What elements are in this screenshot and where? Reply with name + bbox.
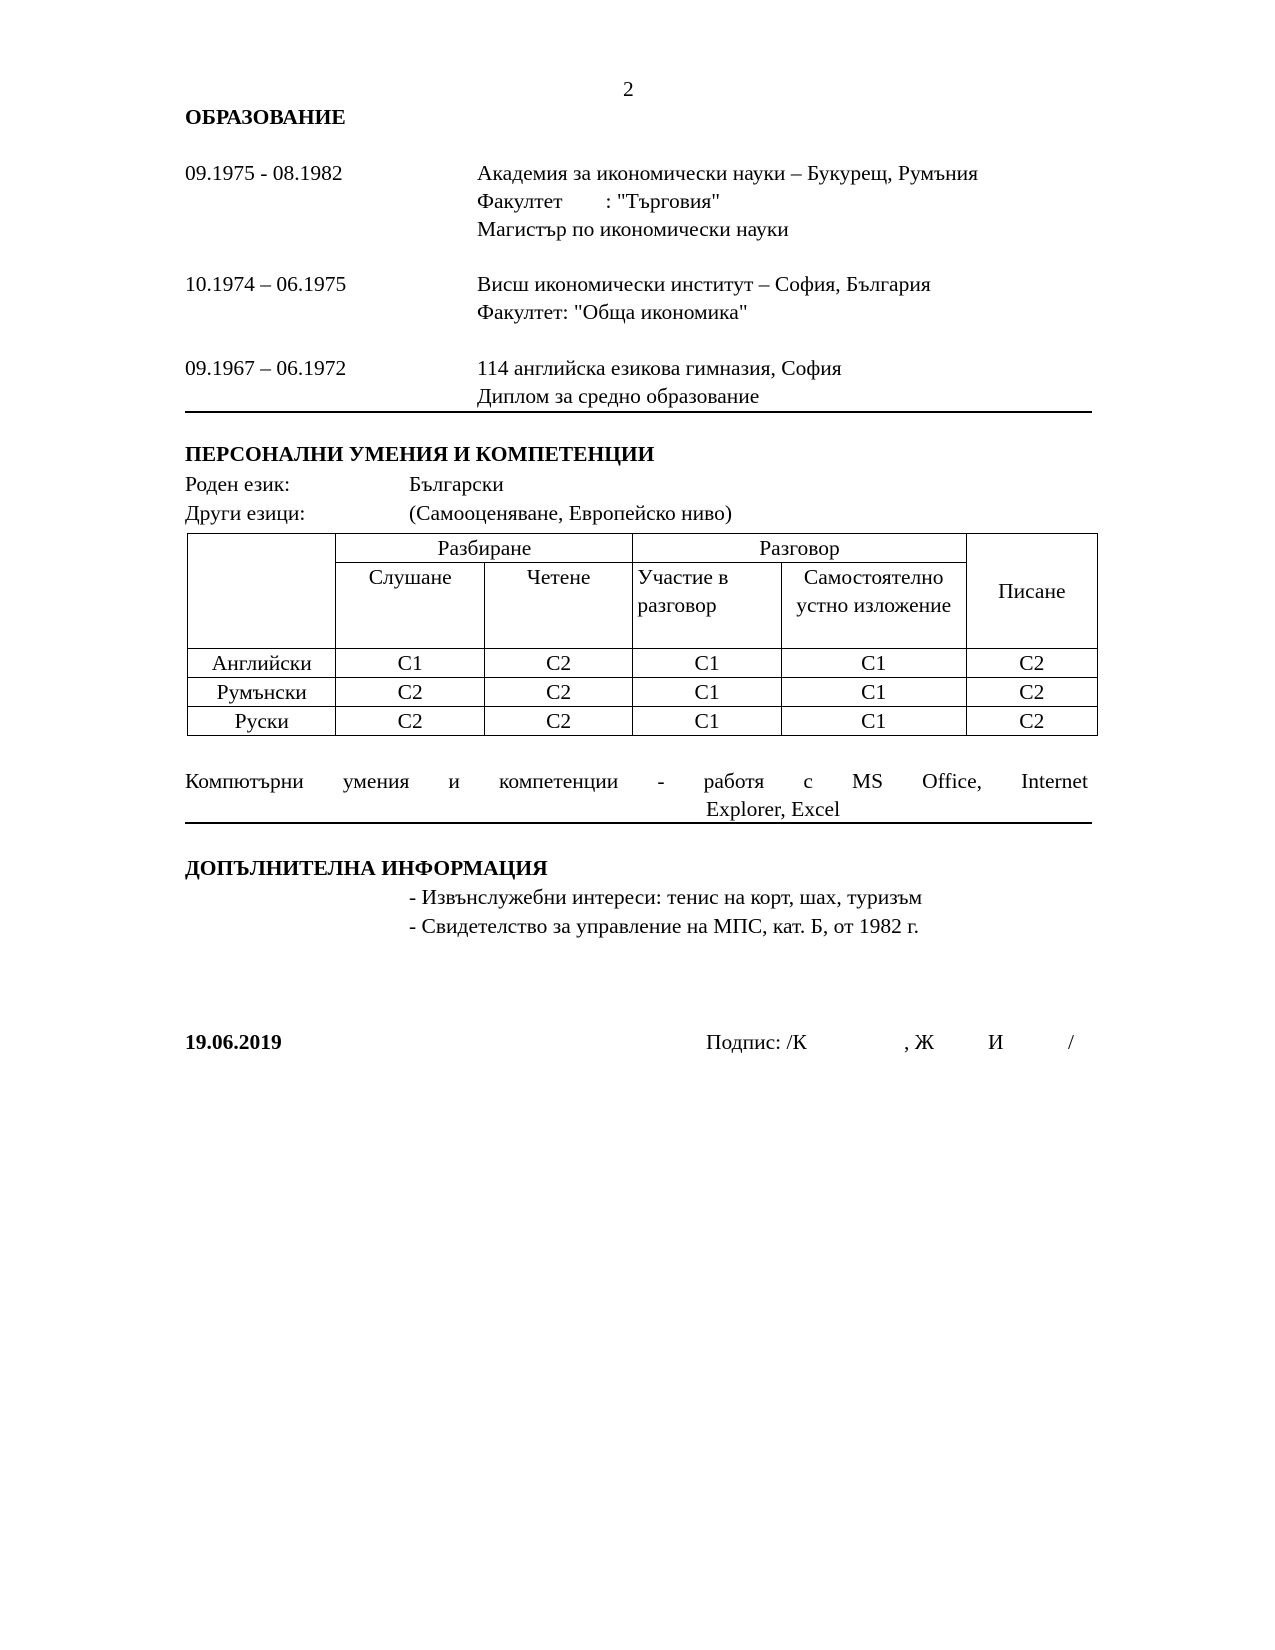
education-entry-3 — [477, 355, 842, 411]
additional-item-interests: - Извънслужебни интереси: тенис на корт, шах, туризъм — [409, 885, 923, 909]
header-reading: Четене — [484, 563, 632, 649]
level-cell: C2 — [484, 707, 632, 736]
computer-skills-word: Office, — [922, 769, 983, 793]
skills-heading: ПЕРСОНАЛНИ УМЕНИЯ И КОМПЕТЕНЦИИ — [185, 442, 655, 466]
signature-label: Подпис: /К — [706, 1030, 807, 1054]
other-languages-label: Други езици: — [185, 501, 306, 525]
signature-initial-3: И — [988, 1030, 1004, 1054]
level-cell: C1 — [633, 649, 781, 678]
language-skills-table — [187, 533, 1098, 736]
education-entry-line: Академия за икономически науки – Букурещ, Румъния — [477, 161, 979, 185]
education-heading: ОБРАЗОВАНИЕ — [185, 105, 346, 129]
level-cell: C2 — [484, 649, 632, 678]
header-speaking: Разговор — [633, 534, 966, 563]
education-period-2: 10.1974 – 06.1975 — [185, 272, 347, 296]
level-cell: C1 — [781, 649, 966, 678]
level-cell: C1 — [633, 707, 781, 736]
education-entry-line: Диплом за средно образование — [477, 384, 760, 408]
table-row — [188, 649, 1098, 678]
computer-skills-word: работя — [703, 769, 765, 793]
education-entry-2 — [477, 271, 931, 327]
computer-skills-word: и — [448, 769, 460, 793]
header-listening: Слушане — [336, 563, 484, 649]
header-production: Самостоятелно устно изложение — [781, 563, 966, 649]
level-cell: C1 — [781, 707, 966, 736]
education-period-3: 09.1967 – 06.1972 — [185, 356, 347, 380]
computer-skills-word: - — [657, 769, 665, 793]
language-name: Английски — [188, 649, 336, 678]
table-corner-cell — [188, 534, 336, 649]
computer-skills-word: умения — [342, 769, 410, 793]
other-languages-note: (Самооценяване, Европейско ниво) — [409, 501, 733, 525]
computer-skills-word: Internet — [1021, 769, 1088, 793]
document-date: 19.06.2019 — [185, 1030, 282, 1054]
table-row — [188, 678, 1098, 707]
computer-skills-line-1 — [185, 768, 1088, 795]
signature-end: / — [1068, 1030, 1074, 1054]
page-number: 2 — [623, 77, 634, 101]
computer-skills — [185, 768, 1088, 795]
native-language-label: Роден език: — [185, 472, 291, 496]
education-entry-line: Висш икономически институт – София, България — [477, 272, 931, 296]
language-name: Руски — [188, 707, 336, 736]
header-writing: Писане — [966, 534, 1097, 649]
level-cell: C1 — [633, 678, 781, 707]
header-interaction: Участие в разговор — [633, 563, 781, 649]
education-entry-line: 114 английска езикова гимназия, София — [477, 356, 842, 380]
computer-skills-word: Компютърни — [185, 769, 304, 793]
level-cell: C2 — [966, 678, 1097, 707]
education-entry-line: Магистър по икономически науки — [477, 217, 789, 241]
level-cell: C2 — [966, 707, 1097, 736]
level-cell: C2 — [336, 678, 484, 707]
computer-skills-line-2: Explorer, Excel — [706, 797, 841, 821]
level-cell: C1 — [336, 649, 484, 678]
table-row — [188, 707, 1098, 736]
signature-initial-2: , Ж — [904, 1030, 935, 1054]
header-understanding: Разбиране — [336, 534, 633, 563]
education-entry-1 — [477, 160, 978, 244]
level-cell: C1 — [781, 678, 966, 707]
table-header-row — [188, 534, 1098, 563]
education-entry-line: Факултет : "Търговия" — [477, 189, 721, 213]
computer-skills-word: с — [803, 769, 813, 793]
section-divider — [185, 411, 1092, 413]
level-cell: C2 — [336, 707, 484, 736]
additional-heading: ДОПЪЛНИТЕЛНА ИНФОРМАЦИЯ — [185, 856, 548, 880]
level-cell: C2 — [484, 678, 632, 707]
additional-item-license: - Свидетелство за управление на МПС, кат. Б, от 1982 г. — [409, 914, 920, 938]
language-name: Румънски — [188, 678, 336, 707]
computer-skills-word: MS — [851, 769, 884, 793]
education-entry-line: Факултет: "Обща икономика" — [477, 300, 748, 324]
level-cell: C2 — [966, 649, 1097, 678]
native-language-value: Български — [409, 472, 504, 496]
computer-skills-word: компетенции — [499, 769, 619, 793]
section-divider — [185, 822, 1092, 824]
education-period-1: 09.1975 - 08.1982 — [185, 161, 343, 185]
